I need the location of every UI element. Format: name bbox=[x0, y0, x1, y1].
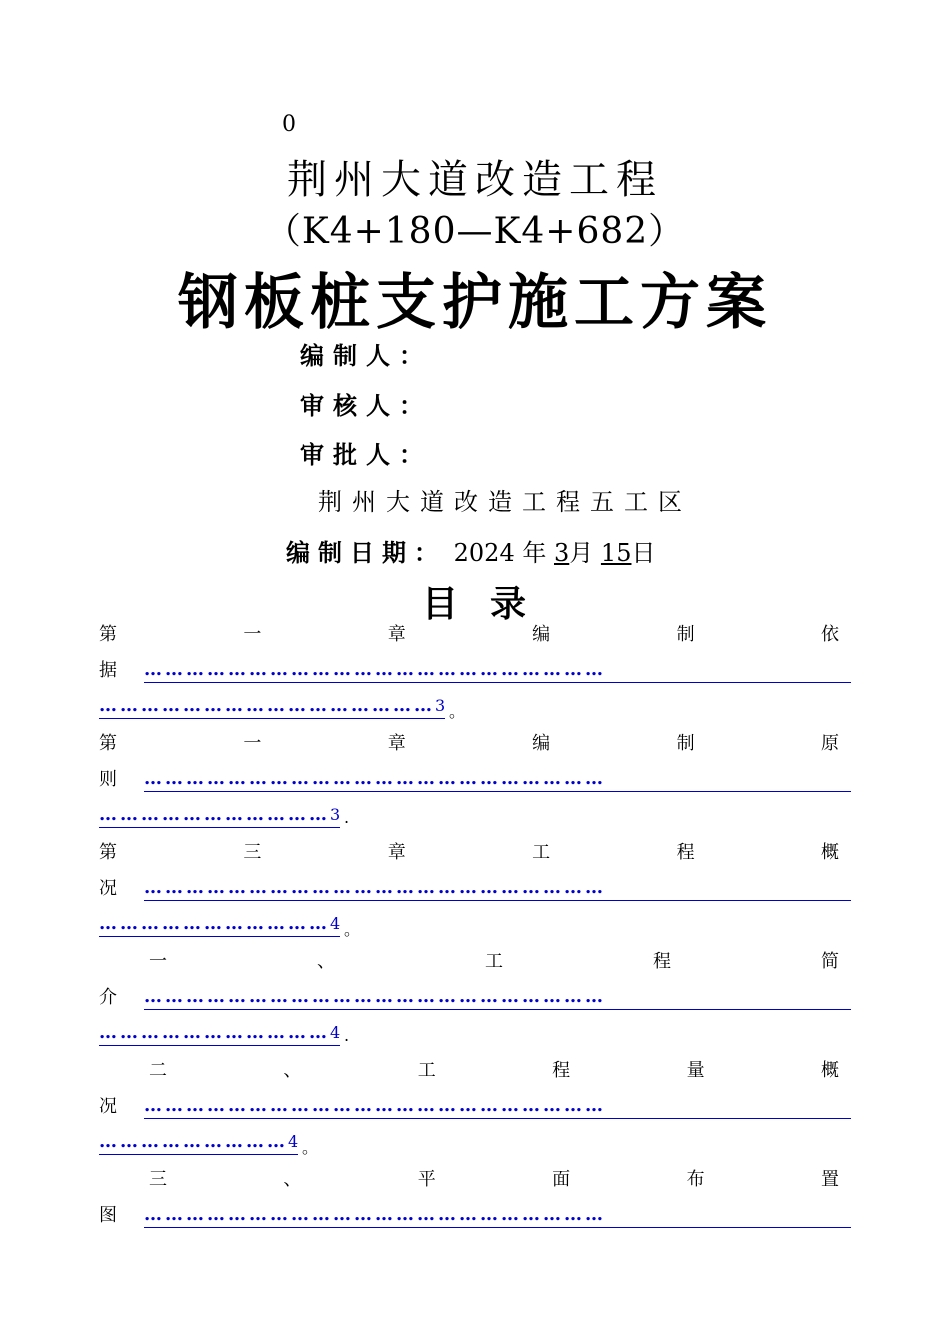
approved-by-label: 审批人： bbox=[300, 440, 432, 469]
toc-leader-dots[interactable]: ………………………………………………………… bbox=[144, 1096, 851, 1119]
toc-leader-dots[interactable]: ………………………………………………………… bbox=[144, 878, 851, 901]
toc-title-char: 布 bbox=[686, 1169, 705, 1190]
date-month-unit: 月 bbox=[569, 539, 594, 567]
project-title: 荆州大道改造工程 bbox=[287, 157, 663, 203]
toc-leader-dots[interactable]: ………………………………………………………… bbox=[144, 987, 851, 1010]
toc-entry-title bbox=[99, 842, 839, 864]
toc-page-number[interactable]: 3 bbox=[330, 805, 341, 824]
toc-title-last-char: 介 bbox=[99, 987, 117, 1008]
toc-trailing-punct: 。 bbox=[302, 1138, 319, 1157]
toc-title-char: 编 bbox=[532, 733, 551, 754]
toc-title: 目录 bbox=[421, 583, 558, 625]
date-month: 3 bbox=[554, 539, 570, 567]
toc-page-number[interactable]: 4 bbox=[288, 1132, 299, 1151]
toc-title-char: 编 bbox=[532, 624, 551, 645]
toc-title-char: 置 bbox=[820, 1169, 839, 1190]
toc-title-char: 、 bbox=[283, 1169, 302, 1190]
compiled-by-label: 编制人： bbox=[300, 341, 432, 370]
date-year: 2024 年 bbox=[453, 539, 547, 567]
toc-title-char: 程 bbox=[552, 1060, 571, 1081]
toc-trailing-punct: . bbox=[344, 1026, 350, 1045]
toc-title-char: 依 bbox=[820, 624, 839, 645]
toc-page-number[interactable]: 4 bbox=[330, 914, 341, 933]
toc-title-char: 平 bbox=[417, 1169, 436, 1190]
toc-entry-title bbox=[99, 951, 839, 973]
toc-entry[interactable] bbox=[99, 1169, 839, 1227]
toc-leader-dots[interactable]: ………………………………………………………… bbox=[144, 1205, 851, 1228]
toc-title-last-char: 况 bbox=[99, 1096, 117, 1117]
date-label: 编制日期： bbox=[286, 538, 446, 567]
toc-leader-dots[interactable]: ………………………………………………………… bbox=[144, 769, 851, 792]
toc-title-char: 程 bbox=[676, 842, 695, 863]
toc-trailing-punct: 。 bbox=[344, 920, 361, 939]
toc-title-char: 简 bbox=[821, 951, 839, 972]
toc-page-number[interactable]: 4 bbox=[330, 1023, 341, 1042]
toc-leader-dots[interactable]: ………………………………………………………… bbox=[144, 660, 851, 683]
project-section-range: （K4+180—K4+682） bbox=[264, 211, 686, 252]
toc-entry-title bbox=[99, 1060, 839, 1082]
toc-title-last-char: 据 bbox=[99, 660, 117, 681]
toc-trailing-punct: . bbox=[344, 808, 350, 827]
toc-entry[interactable] bbox=[99, 1060, 839, 1157]
toc-title-char: 工 bbox=[532, 842, 551, 863]
toc-leader-dots[interactable]: …………………………………………3 bbox=[99, 696, 445, 719]
toc-title-last-char: 图 bbox=[99, 1205, 117, 1226]
toc-leader-dots[interactable]: ……………………………3 bbox=[99, 805, 340, 828]
toc-trailing-punct: 。 bbox=[449, 702, 466, 721]
toc-title-char: 、 bbox=[317, 951, 335, 972]
toc-entry-title bbox=[99, 733, 839, 755]
toc-leader-dots[interactable]: ………………………4 bbox=[99, 1132, 298, 1155]
toc-entry[interactable] bbox=[99, 842, 839, 939]
toc-leader-dots[interactable]: ……………………………4 bbox=[99, 1023, 340, 1046]
toc-entry-title bbox=[99, 624, 839, 646]
toc-title-char: 工 bbox=[417, 1060, 436, 1081]
toc-title-char: 制 bbox=[676, 733, 695, 754]
toc-title-char: 面 bbox=[552, 1169, 571, 1190]
document-title: 钢板桩支护施工方案 bbox=[178, 268, 772, 338]
toc-title-char: 三 bbox=[243, 842, 262, 863]
toc-entry[interactable] bbox=[99, 624, 839, 721]
toc-title-char: 、 bbox=[283, 1060, 302, 1081]
toc-leader-dots[interactable]: ……………………………4 bbox=[99, 914, 340, 937]
toc-title-last-char: 况 bbox=[99, 878, 117, 899]
toc-title-char: 原 bbox=[820, 733, 839, 754]
toc-title-char: 章 bbox=[387, 624, 406, 645]
reviewed-by-label: 审核人： bbox=[300, 391, 432, 420]
date-day-unit: 日 bbox=[631, 539, 656, 567]
compile-date bbox=[286, 533, 655, 568]
toc-title-char: 章 bbox=[387, 842, 406, 863]
toc-title-char: 概 bbox=[820, 842, 839, 863]
toc-title-char: 一 bbox=[149, 951, 167, 972]
toc-title-char: 一 bbox=[243, 624, 262, 645]
toc-entry-title bbox=[99, 1169, 839, 1191]
toc-title-char: 一 bbox=[243, 733, 262, 754]
toc-entry[interactable] bbox=[99, 733, 839, 827]
toc-title-char: 第 bbox=[99, 733, 117, 754]
toc-title-char: 程 bbox=[653, 951, 671, 972]
date-day: 15 bbox=[600, 539, 632, 567]
toc-title-char: 第 bbox=[99, 624, 117, 645]
toc-title-char: 二 bbox=[149, 1060, 167, 1081]
toc-title-char: 量 bbox=[686, 1060, 705, 1081]
toc-title-char: 第 bbox=[99, 842, 117, 863]
toc-title-char: 概 bbox=[820, 1060, 839, 1081]
toc-title-char: 三 bbox=[149, 1169, 167, 1190]
toc-page-number[interactable]: 3 bbox=[435, 696, 446, 715]
page-number: 0 bbox=[282, 112, 296, 137]
toc-entry[interactable] bbox=[99, 951, 839, 1045]
toc-title-char: 工 bbox=[485, 951, 503, 972]
toc-title-char: 章 bbox=[387, 733, 406, 754]
toc-title-char: 制 bbox=[676, 624, 695, 645]
organization-name: 荆州大道改造工程五工区 bbox=[318, 488, 692, 516]
toc-title-last-char: 则 bbox=[99, 769, 117, 790]
